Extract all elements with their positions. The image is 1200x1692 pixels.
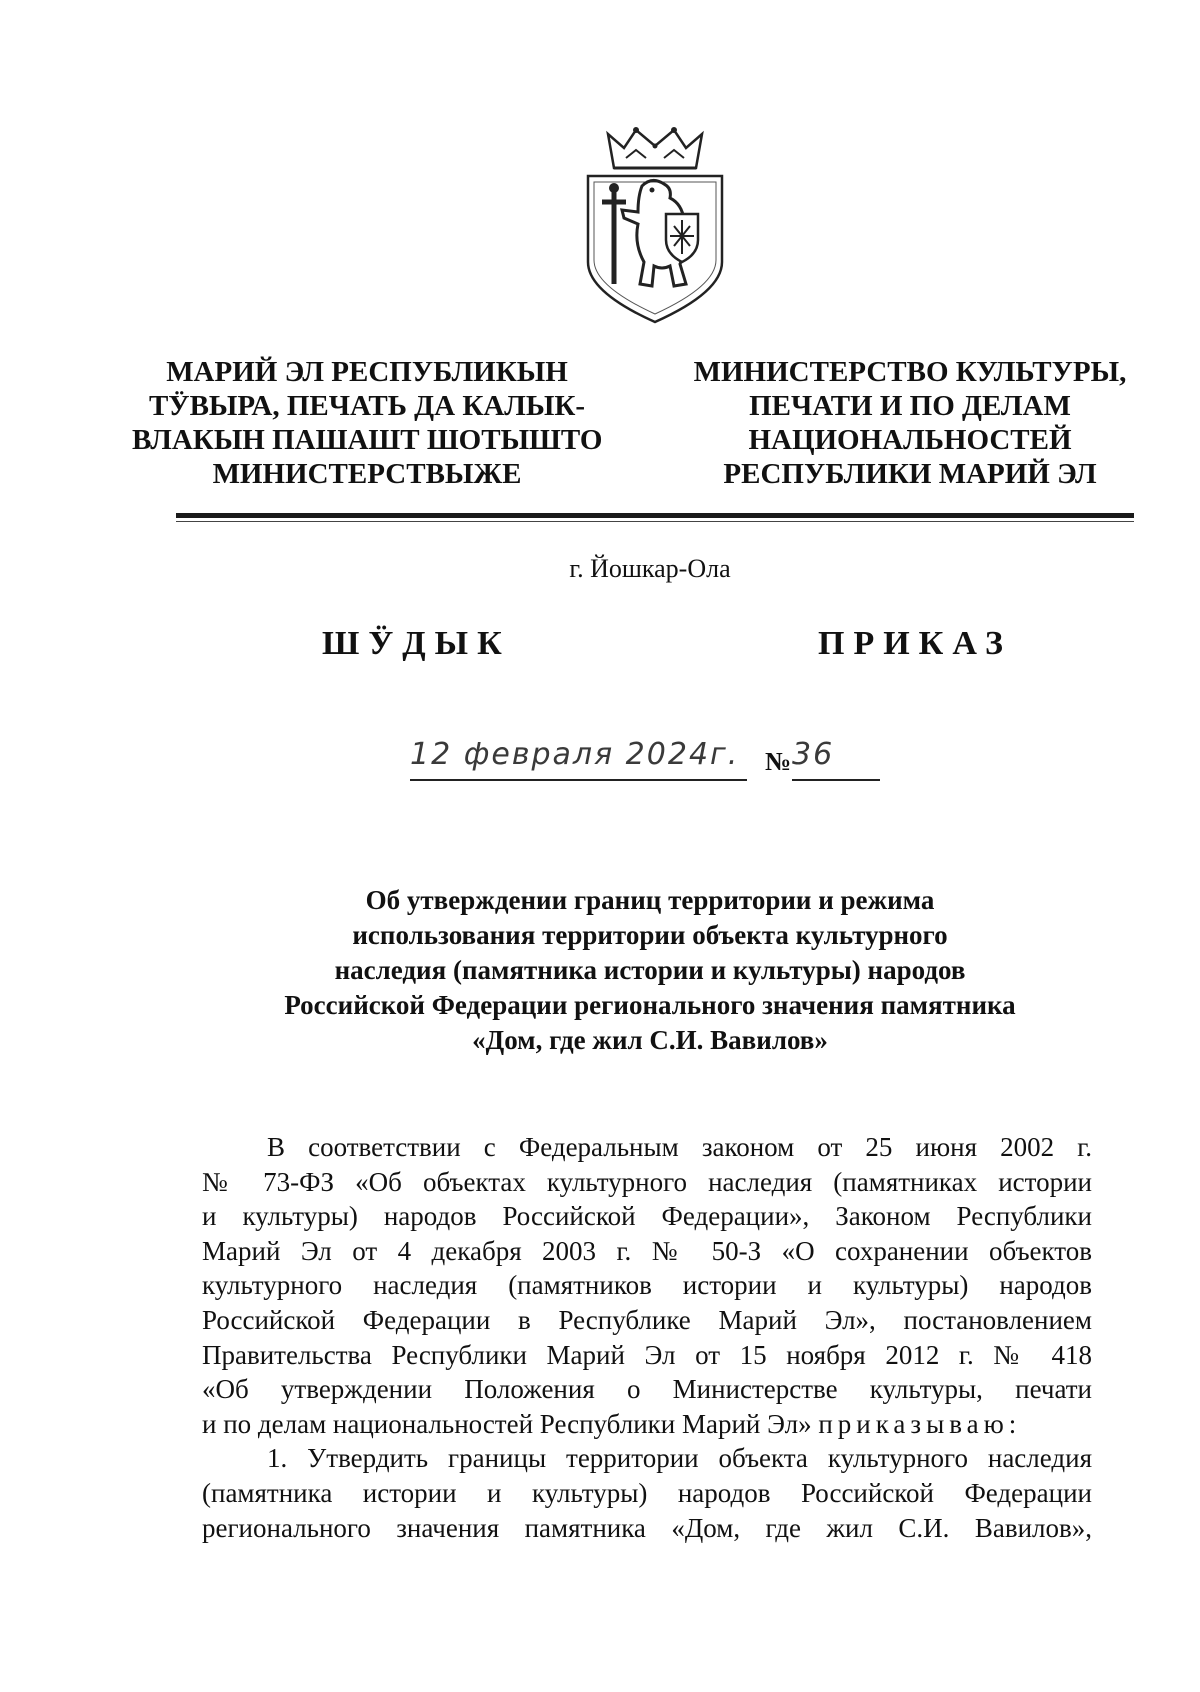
body-line: Правительства Республики Марий Эл от 15 ноября 2012 г. № 418 — [202, 1339, 1092, 1370]
item-1-line: 1. Утвердить границы территории объекта культурного наследия — [267, 1443, 1092, 1474]
city-name: г. Йошкар-Ола — [569, 554, 731, 583]
body-line: культурного наследия (памятников истории и культуры) народов — [202, 1270, 1092, 1301]
subject-line: наследия (памятника истории и культуры) народов — [334, 955, 966, 985]
coat-of-arms — [580, 124, 730, 324]
body-line: В соответствии с Федеральным законом от 25 июня 2002 г. — [267, 1132, 1092, 1162]
subject-line: Российской Федерации регионального значения памятника — [284, 990, 1016, 1020]
ministry-name-mari-line: ТӰВЫРА, ПЕЧАТЬ ДА КАЛЫК- — [148, 390, 586, 422]
ministry-name-mari-line: МИНИСТЕРСТВЫЖЕ — [212, 458, 522, 490]
coat-of-arms-icon — [580, 124, 730, 324]
subject-line: «Дом, где жил С.И. Вавилов» — [472, 1025, 828, 1055]
order-date-handwritten: 12 февраля 2024г. — [410, 737, 740, 772]
number-underline — [792, 779, 880, 781]
body-line: Российской Федерации в Республике Марий Эл», постановлением — [202, 1304, 1092, 1335]
header-divider-thick — [176, 513, 1134, 518]
number-sign: № — [765, 747, 792, 776]
body-line: Марий Эл от 4 декабря 2003 г. № 50-З «О сохранении объектов — [202, 1235, 1092, 1266]
ministry-name-mari-line: ВЛАКЫН ПАШАШТ ШОТЫШТО — [132, 424, 603, 456]
ministry-name-russian-line: НАЦИОНАЛЬНОСТЕЙ — [748, 424, 1072, 456]
order-number-handwritten: 36 — [792, 737, 835, 772]
subject-line: Об утверждении границ территории и режима — [365, 885, 935, 915]
ministry-name-mari — [132, 355, 602, 491]
order-subject-title — [230, 883, 1070, 1058]
body-line: и по делам национальностей Республики Марий Эл» — [202, 1408, 812, 1439]
order-title-russian: ПРИКАЗ — [818, 625, 1012, 662]
body-line: «Об утверждении Положения о Министерстве культуры, печати — [202, 1374, 1092, 1405]
body-line: № 73-ФЗ «Об объектах культурного наследия (памятниках истории — [202, 1166, 1092, 1197]
ministry-name-mari-line: МАРИЙ ЭЛ РЕСПУБЛИКЫН — [166, 356, 568, 388]
ministry-name-russian-line: ПЕЧАТИ И ПО ДЕЛАМ — [749, 390, 1071, 422]
item-1-line: регионального значения памятника «Дом, где жил С.И. Вавилов», — [202, 1512, 1092, 1543]
decree-word: приказываю: — [818, 1408, 1022, 1439]
item-1-line: (памятника истории и культуры) народов Российской Федерации — [202, 1477, 1092, 1508]
order-body — [202, 1130, 1092, 1545]
order-title-mari: ШӰДЫК — [322, 625, 511, 662]
body-line-decree — [202, 1407, 1092, 1442]
header-divider-thin — [176, 521, 1134, 522]
order-date-number — [400, 727, 960, 791]
subject-line: использования территории объекта культурного — [352, 920, 948, 950]
ministry-name-russian — [675, 355, 1145, 491]
body-line: и культуры) народов Российской Федерации», Законом Республики — [202, 1201, 1092, 1232]
ministry-name-russian-line: РЕСПУБЛИКИ МАРИЙ ЭЛ — [723, 458, 1097, 490]
ministry-name-russian-line: МИНИСТЕРСТВО КУЛЬТУРЫ, — [693, 356, 1127, 388]
date-underline — [410, 779, 747, 781]
